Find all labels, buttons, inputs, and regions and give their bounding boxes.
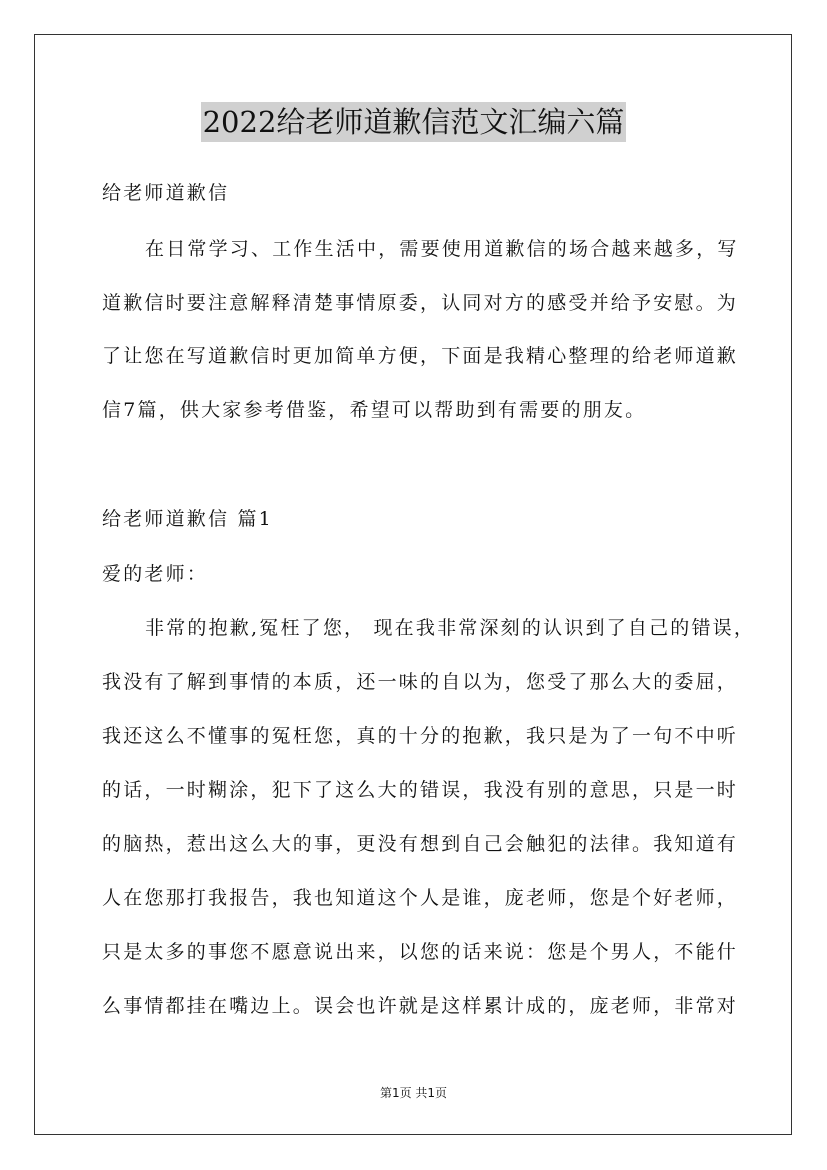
salutation: 爱的老师： xyxy=(102,563,209,585)
body-line-1: 非常的抱歉,冤枉了您， 现在我非常深刻的认识到了自己的错误， xyxy=(145,617,756,639)
body-line-2: 我没有了解到事情的本质，还一味的自以为，您受了那么大的委屈， xyxy=(102,671,739,693)
body-line-8: 么事情都挂在嘴边上。误会也许就是这样累计成的，庞老师，非常对 xyxy=(102,995,739,1017)
body-line-3: 我还这么不懂事的冤枉您，真的十分的抱歉，我只是为了一句不中听 xyxy=(102,725,739,747)
article-heading: 给老师道歉信 篇1 xyxy=(102,508,273,530)
intro-line-3: 了让您在写道歉信时更加简单方便，下面是我精心整理的给老师道歉 xyxy=(102,345,739,367)
body-line-5: 的脑热，惹出这么大的事，更没有想到自己会触犯的法律。我知道有 xyxy=(102,833,739,855)
intro-line-4: 信7篇，供大家参考借鉴，希望可以帮助到有需要的朋友。 xyxy=(102,399,647,421)
body-line-4: 的话，一时糊涂，犯下了这么大的错误，我没有别的意思，只是一时 xyxy=(102,779,739,801)
page-footer: 第1页 共1页 xyxy=(379,1086,448,1100)
document-title: 2022给老师道歉信范文汇编六篇 xyxy=(201,102,627,142)
body-line-6: 人在您那打我报告，我也知道这个人是谁，庞老师，您是个好老师， xyxy=(102,887,739,909)
section-heading: 给老师道歉信 xyxy=(102,182,230,204)
intro-line-1: 在日常学习、工作生活中，需要使用道歉信的场合越来越多，写 xyxy=(145,238,739,260)
intro-line-2: 道歉信时要注意解释清楚事情原委，认同对方的感受并给予安慰。为 xyxy=(102,292,739,314)
body-line-7: 只是太多的事您不愿意说出来，以您的话来说：您是个男人，不能什 xyxy=(102,941,739,963)
title-container xyxy=(0,102,827,142)
